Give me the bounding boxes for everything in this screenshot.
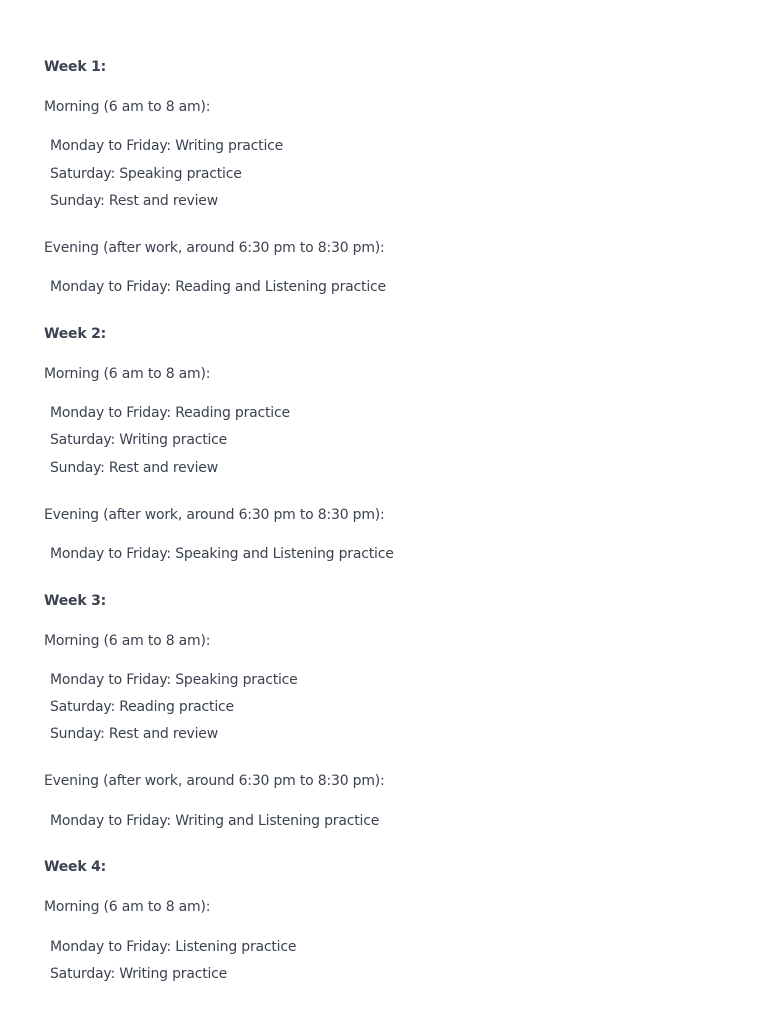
week-3-morning-heading: Morning (6 am to 8 am): bbox=[44, 633, 211, 649]
week-2-morning-heading: Morning (6 am to 8 am): bbox=[44, 366, 211, 382]
week-1-evening-item-1: Monday to Friday: Reading and Listening practice bbox=[50, 279, 386, 295]
week-4-morning-item-1: Monday to Friday: Listening practice bbox=[50, 939, 297, 955]
week-3-evening-heading: Evening (after work, around 6:30 pm to 8:30 pm): bbox=[44, 773, 385, 789]
week-3-evening-item-1: Monday to Friday: Writing and Listening practice bbox=[50, 813, 380, 829]
week-4-morning-heading: Morning (6 am to 8 am): bbox=[44, 899, 211, 915]
week-3-title: Week 3: bbox=[44, 593, 107, 609]
week-3-morning-item-2: Saturday: Reading practice bbox=[50, 699, 234, 715]
week-1-morning-item-1: Monday to Friday: Writing practice bbox=[50, 138, 284, 154]
week-3-morning-item-1: Monday to Friday: Speaking practice bbox=[50, 672, 298, 688]
week-2-evening-item-1: Monday to Friday: Speaking and Listening practice bbox=[50, 546, 394, 562]
week-1-morning-heading: Morning (6 am to 8 am): bbox=[44, 99, 211, 115]
week-1-title: Week 1: bbox=[44, 59, 107, 75]
week-4-morning-item-2: Saturday: Writing practice bbox=[50, 966, 228, 982]
week-2-morning-item-2: Saturday: Writing practice bbox=[50, 432, 228, 448]
week-2-evening-heading: Evening (after work, around 6:30 pm to 8:30 pm): bbox=[44, 507, 385, 523]
week-1-evening-heading: Evening (after work, around 6:30 pm to 8:30 pm): bbox=[44, 240, 385, 256]
week-1-morning-item-2: Saturday: Speaking practice bbox=[50, 166, 242, 182]
week-4-title: Week 4: bbox=[44, 859, 107, 875]
week-1-morning-item-3: Sunday: Rest and review bbox=[50, 193, 218, 209]
week-2-morning-item-1: Monday to Friday: Reading practice bbox=[50, 405, 290, 421]
week-2-morning-item-3: Sunday: Rest and review bbox=[50, 460, 218, 476]
week-2-title: Week 2: bbox=[44, 326, 107, 342]
week-3-morning-item-3: Sunday: Rest and review bbox=[50, 726, 218, 742]
